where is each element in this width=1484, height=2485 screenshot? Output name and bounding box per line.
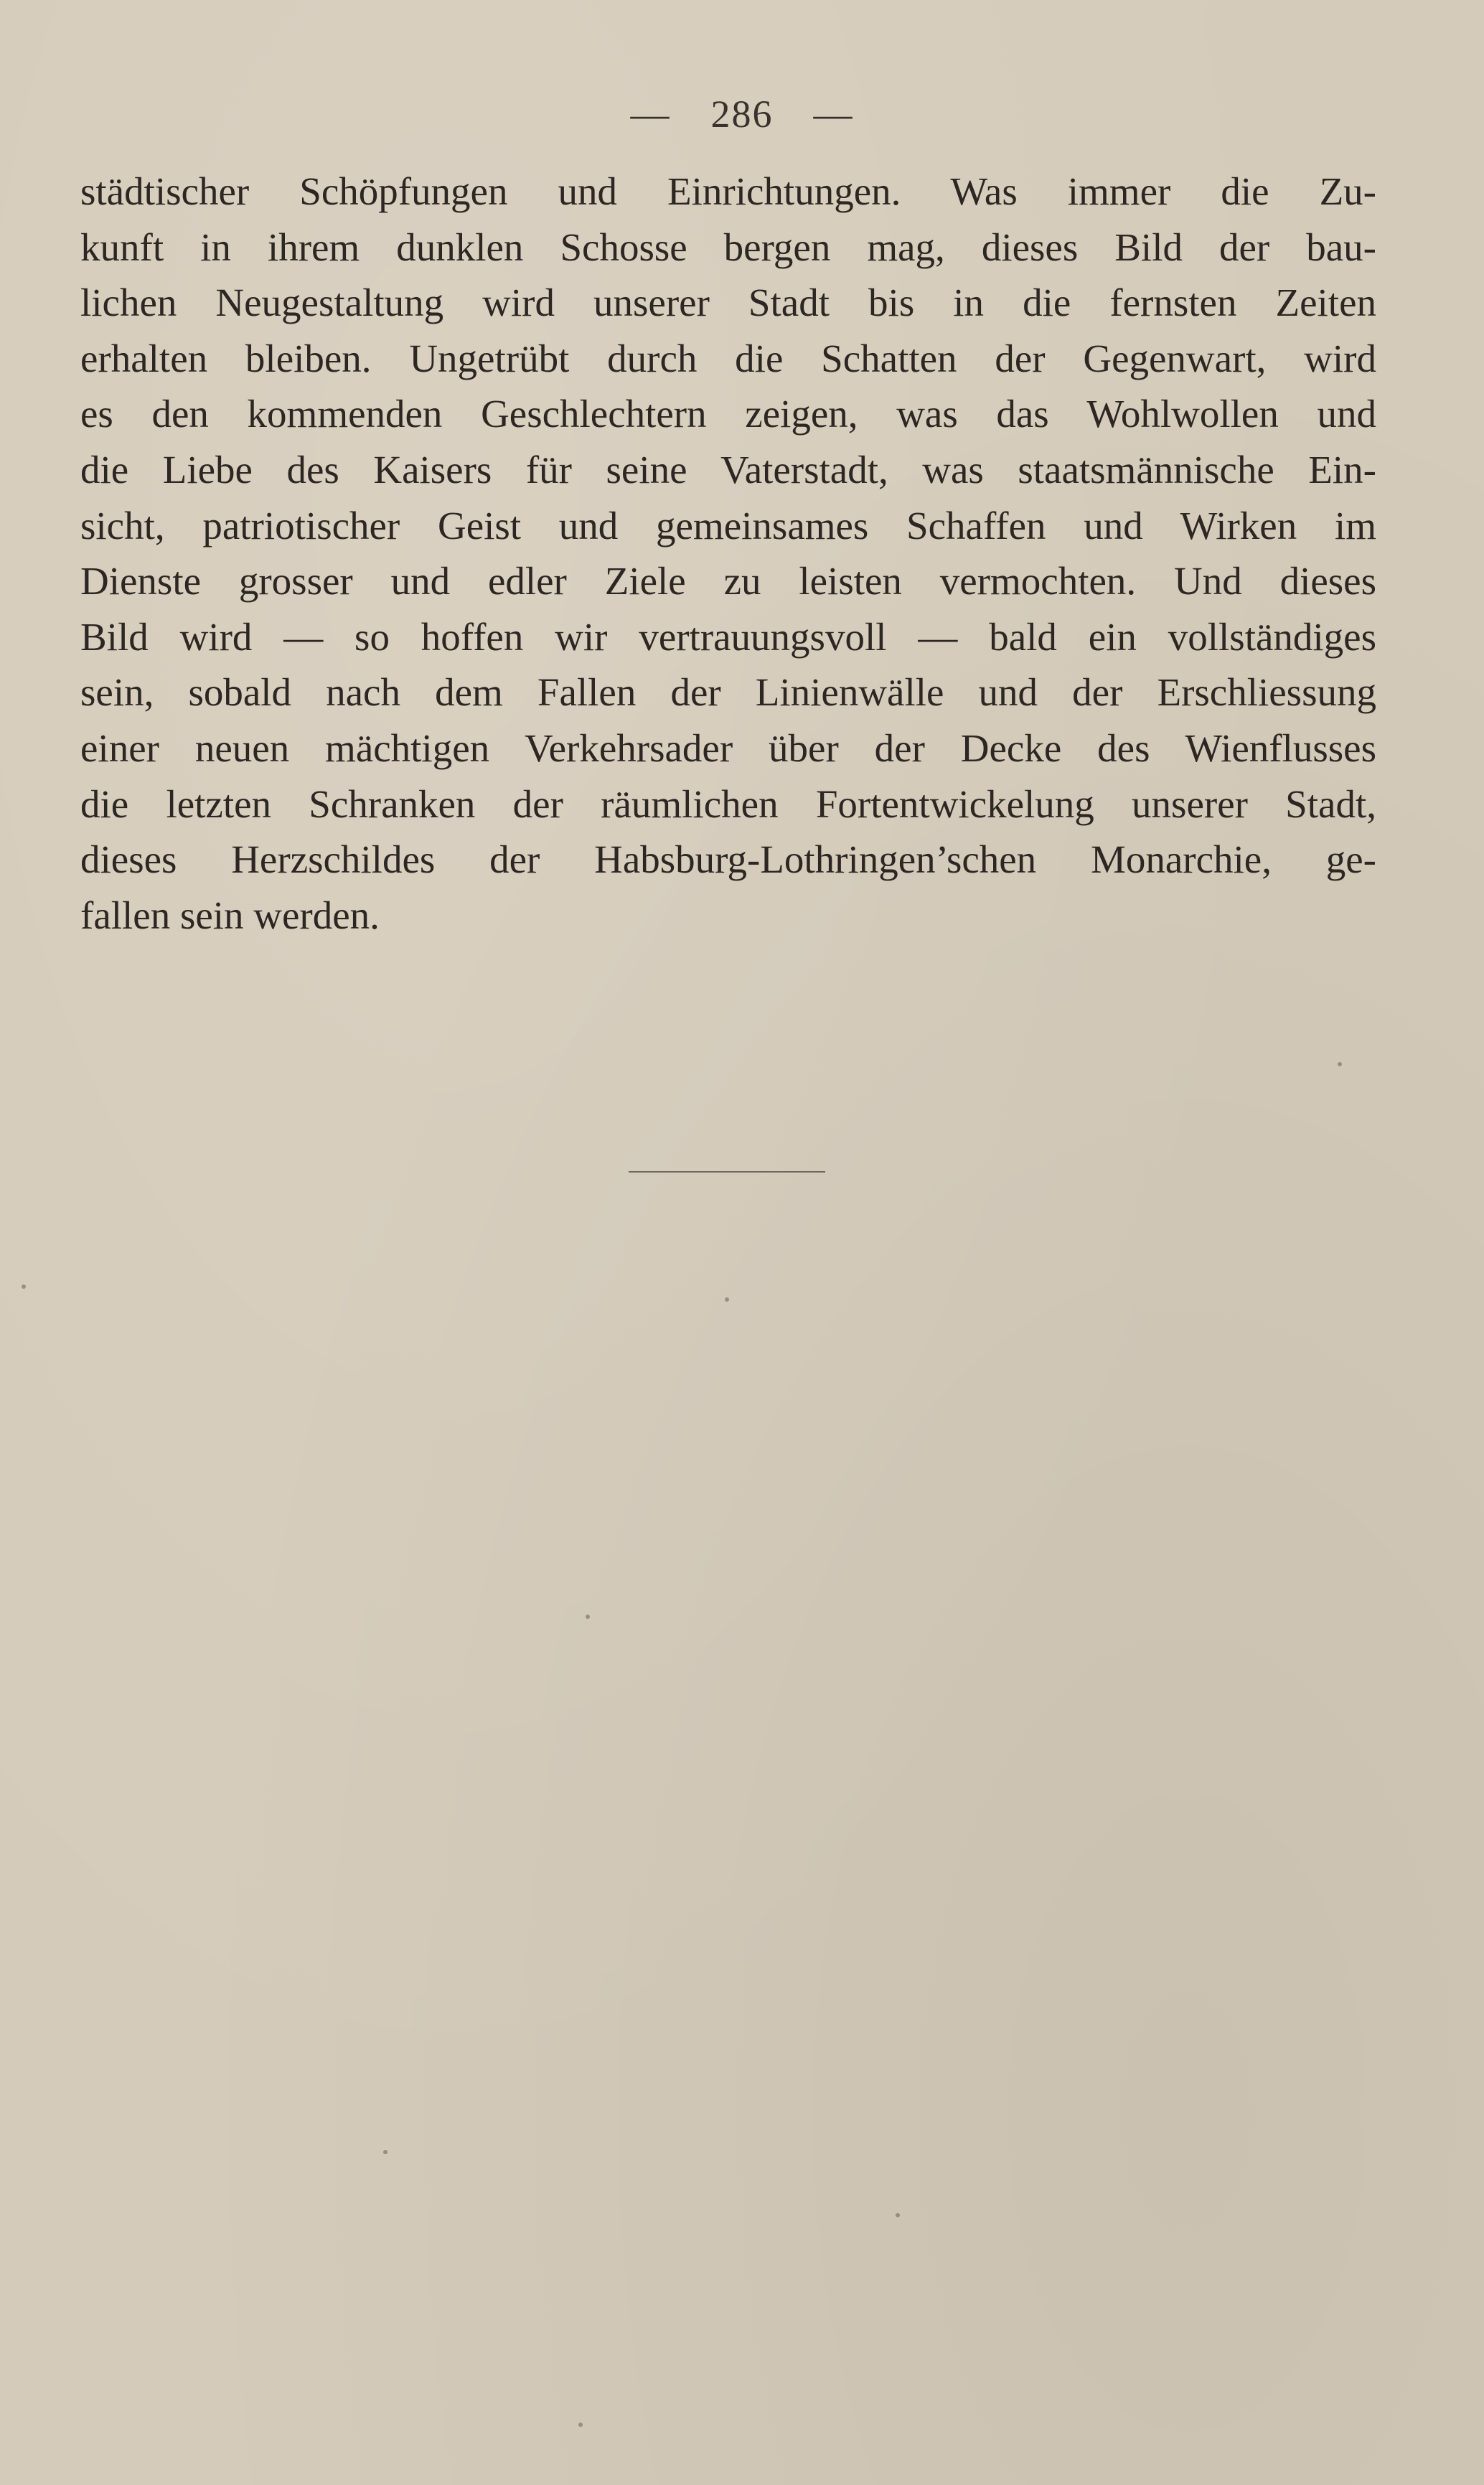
paper-speck xyxy=(22,1284,26,1289)
paper-speck xyxy=(586,1615,590,1619)
body-paragraph xyxy=(80,164,1376,943)
page-number: 286 xyxy=(710,93,774,136)
section-end-rule xyxy=(629,1171,825,1173)
text-line: es den kommenden Geschlechtern zeigen, was das Wohlwollen und xyxy=(80,392,1376,436)
header-dash-right: — xyxy=(813,93,854,136)
paper-speck xyxy=(1338,1062,1342,1066)
text-line: Bild wird — so hoffen wir vertrauungsvoll — bald ein vollständiges xyxy=(80,614,1376,659)
header-dash-left: — xyxy=(630,93,671,136)
text-line: Dienste grosser und edler Ziele zu leisten vermochten. Und dieses xyxy=(80,559,1376,603)
page-header xyxy=(0,92,1484,136)
text-line: die Liebe des Kaisers für seine Vaterstadt, was staatsmännische Ein- xyxy=(80,447,1376,492)
text-line: die letzten Schranken der räumlichen Fortentwickelung unserer Stadt, xyxy=(80,781,1376,826)
text-line: lichen Neugestaltung wird unserer Stadt bis in die fernsten Zeiten xyxy=(80,281,1376,325)
text-line: städtischer Schöpfungen und Einrichtungen. Was immer die Zu- xyxy=(80,169,1376,213)
paper-speck xyxy=(725,1297,729,1302)
text-line: dieses Herzschildes der Habsburg-Lothringen’schen Monarchie, ge- xyxy=(80,837,1376,882)
text-line: sicht, patriotischer Geist und gemeinsames Schaffen und Wirken im xyxy=(80,503,1376,548)
text-line: einer neuen mächtigen Verkehrsader über der Decke des Wienflusses xyxy=(80,725,1376,770)
text-line: sein, sobald nach dem Fallen der Linienwälle und der Erschliessung xyxy=(80,670,1376,715)
text-line: erhalten bleiben. Ungetrübt durch die Schatten der Gegenwart, wird xyxy=(80,336,1376,380)
paper-speck xyxy=(578,2423,583,2427)
text-line: kunft in ihrem dunklen Schosse bergen mag, dieses Bild der bau- xyxy=(80,225,1376,269)
paper-speck xyxy=(383,2150,388,2154)
text-line: fallen sein werden. xyxy=(80,893,380,937)
paper-speck xyxy=(896,2213,900,2217)
